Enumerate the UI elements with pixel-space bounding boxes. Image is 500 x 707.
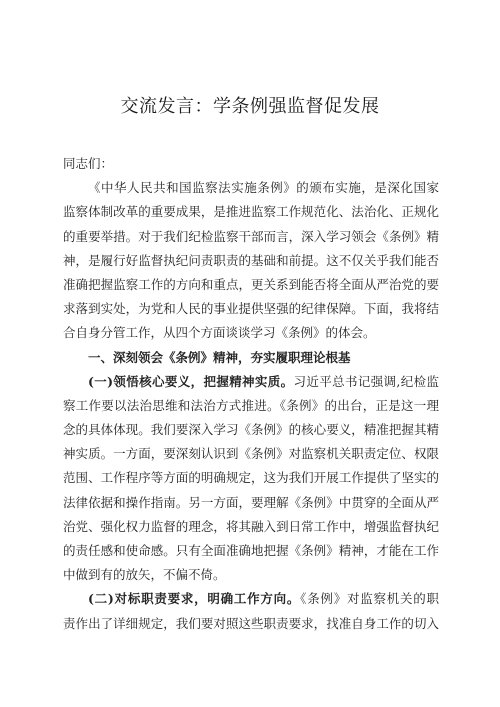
paragraph-line — [63, 563, 439, 587]
document-title: 交流发言：学条例强监督促发展 — [120, 96, 380, 117]
paragraph-line — [63, 466, 439, 490]
paragraph-line — [63, 297, 439, 321]
paragraph-line — [63, 394, 439, 418]
paragraph-line — [63, 515, 439, 539]
paragraph-line — [63, 539, 439, 563]
paragraph-line — [63, 321, 439, 345]
line-text: 的重要举措。对于我们纪检监察干部而言，深入学习领会《条例》精 — [63, 228, 439, 244]
line-text: 求落到实处，为党和人民的事业提供坚强的纪律保障。下面，我将结 — [63, 301, 439, 317]
paragraph-line — [63, 176, 439, 200]
paragraph-line — [63, 370, 439, 394]
subsection-lead: (二)对标职责要求，明确工作方向。 — [88, 591, 301, 607]
paragraph-line — [63, 587, 439, 611]
line-text: 责作出了详细规定，我们要对照这些职责要求，找准自身工作的切入 — [63, 615, 439, 631]
line-text: 中做到有的放矢，不偏不倚。 — [63, 567, 226, 583]
paragraph-line — [63, 200, 439, 224]
subsection-lead: (一)领悟核心要义，把握精神实质。 — [88, 373, 294, 389]
line-text: 法律依据和操作指南。另一方面，要理解《条例》中贯穿的全面从严 — [63, 494, 439, 510]
paragraph-line — [63, 225, 439, 249]
paragraph-line — [63, 273, 439, 297]
line-text: 监察体制改革的重要成果，是推进监察工作规范化、法治化、正规化 — [63, 204, 439, 220]
line-text: 范围、工作程序等方面的明确规定，这为我们开展工作提供了坚实的 — [63, 470, 439, 486]
paragraph-line — [63, 418, 439, 442]
paragraph-line — [63, 152, 439, 176]
line-text: 合自身分管工作，从四个方面谈谈学习《条例》的体会。 — [63, 325, 376, 341]
paragraph-line — [63, 491, 439, 515]
line-text: 《条例》对监察机关的职 — [300, 591, 439, 607]
document-body — [63, 152, 439, 636]
line-text: 准确把握监察工作的方向和重点，更关系到能否将全面从严治党的要 — [63, 276, 439, 292]
line-text: 同志们： — [63, 156, 114, 171]
line-text: 一、深刻领会《条例》精神，夯实履职理论根基 — [88, 349, 351, 365]
paragraph-line — [63, 612, 439, 636]
line-text: 《中华人民共和国监察法实施条例》的颁布实施，是深化国家 — [88, 180, 439, 196]
line-text: 的责任感和使命感。只有全面准确地把握《条例》精神，才能在工作 — [63, 543, 439, 558]
line-text: 察工作要以法治思维和法治方式推进。《条例》的出台，正是这一理 — [63, 397, 439, 413]
line-text: 神实质。一方面，要深刻认识到《条例》对监察机关职责定位、权限 — [63, 446, 439, 462]
line-text: 治党、强化权力监督的理念，将其融入到日常工作中，增强监督执纪 — [63, 518, 439, 534]
line-text: 神，是履行好监督执纪问责职责的基础和前提。这不仅关乎我们能否 — [63, 252, 439, 268]
section-heading — [63, 346, 439, 370]
paragraph-line — [63, 442, 439, 466]
paragraph-line — [63, 249, 439, 273]
line-text: 念的具体体现。我们要深入学习《条例》的核心要义，精准把握其精 — [63, 422, 439, 438]
line-text: 习近平总书记强调,纪检监 — [293, 373, 439, 389]
